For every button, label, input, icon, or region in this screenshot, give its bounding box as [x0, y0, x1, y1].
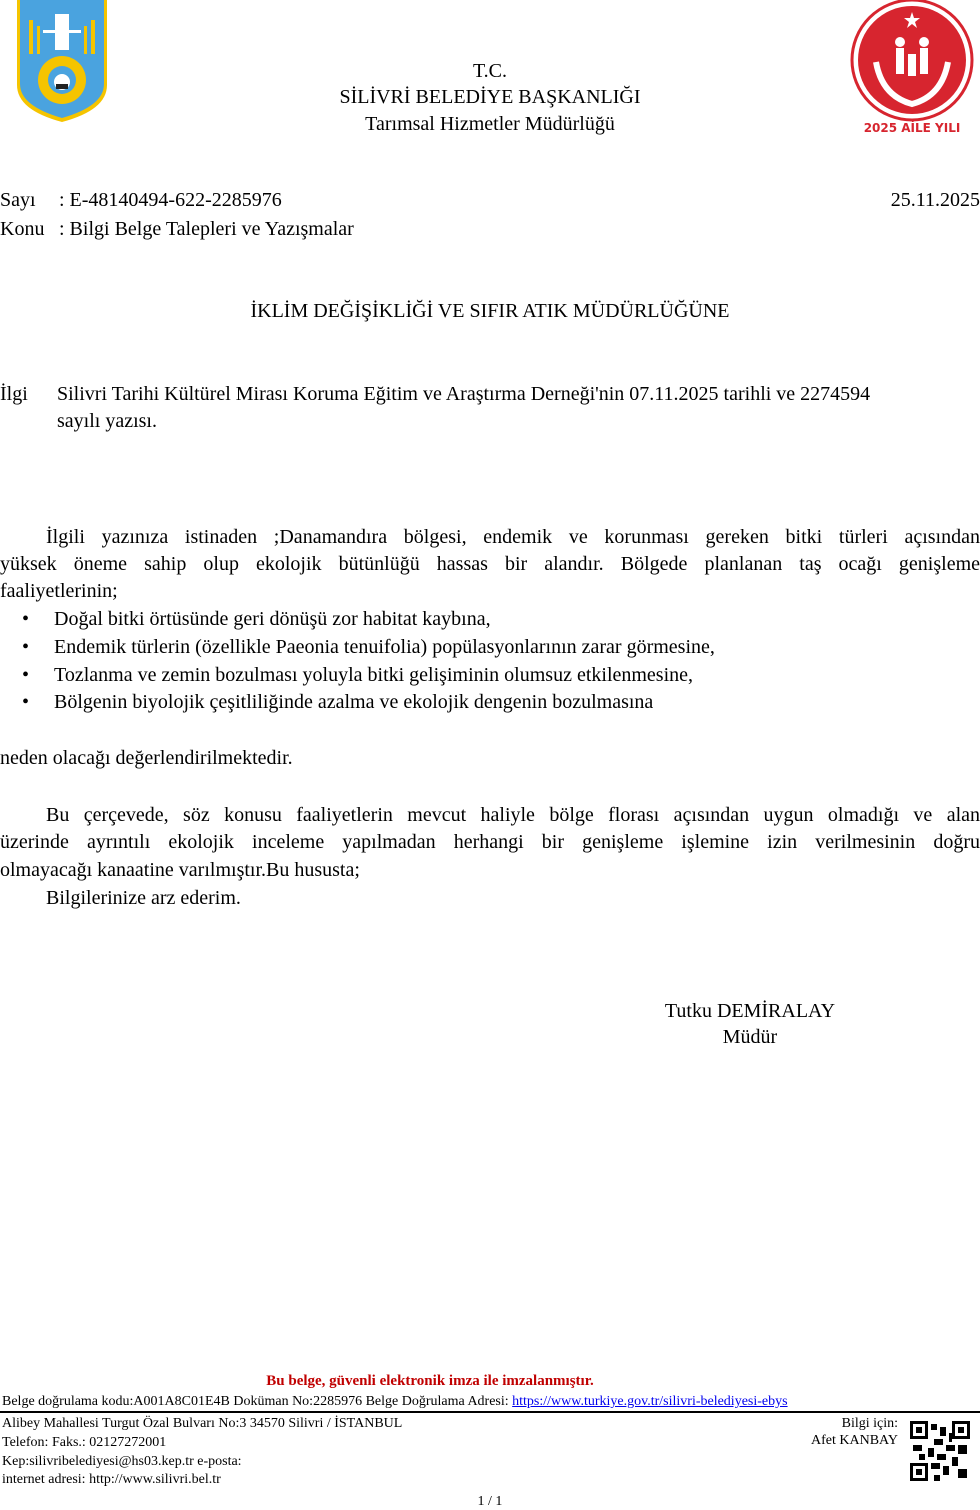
paragraph-line: faaliyetlerinin;	[0, 580, 118, 602]
info-label: Bilgi için:	[841, 1416, 898, 1431]
ilgi-line: Silivri Tarihi Kültürel Mirası Koruma Eğitim ve Araştırma Derneği'nin 07.11.2025 tarihli ve 2274594	[57, 383, 871, 405]
ilgi-label: İlgi	[0, 383, 28, 405]
footer-web: internet adresi: http://www.silivri.bel.tr	[2, 1472, 221, 1487]
recipient: İKLİM DEĞİŞİKLİĞİ VE SIFIR ATIK MÜDÜRLÜĞÜNE	[250, 300, 730, 322]
sayi-label: Sayı	[0, 189, 36, 211]
sayi-value: : E-48140494-622-2285976	[59, 189, 282, 211]
footer-kep: Kep:silivribelediyesi@hs03.kep.tr e-posta:	[2, 1454, 242, 1469]
page-number: 1 / 1	[477, 1494, 503, 1509]
header-tc: T.C.	[472, 60, 508, 82]
bullet-item: Bölgenin biyolojik çeşitliliğinde azalma ve ekolojik dengenin bozulmasına	[54, 691, 654, 713]
signatory-name: Tutku DEMİRALAY	[664, 1000, 836, 1022]
paragraph-line: olmayacağı kanaatine varılmıştır.Bu hususta;	[0, 859, 360, 881]
qr-code	[910, 1420, 970, 1482]
closing-line: Bilgilerinize arz ederim.	[46, 887, 241, 909]
e-signature-notice: Bu belge, güvenli elektronik imza ile imzalanmıştır.	[266, 1373, 594, 1389]
paragraph-line: Bu çerçevede, söz konusu faaliyetlerin mevcut haliyle bölge florası açısından uygun olmadığı ve alan	[46, 804, 980, 826]
ilgi-line: sayılı yazısı.	[57, 410, 157, 432]
footer-divider	[0, 1411, 980, 1413]
bullet-icon: •	[22, 608, 30, 630]
konu-value: : Bilgi Belge Talepleri ve Yazışmalar	[59, 218, 354, 240]
document-date: 25.11.2025	[890, 189, 980, 211]
bullet-item: Tozlanma ve zemin bozulması yoluyla bitki gelişiminin olumsuz etkilenmesine,	[54, 664, 694, 686]
verification-link[interactable]: https://www.turkiye.gov.tr/silivri-belediyesi-ebys	[512, 1394, 788, 1409]
header-department: Tarımsal Hizmetler Müdürlüğü	[365, 113, 615, 135]
bullet-item: Doğal bitki örtüsünde geri dönüşü zor habitat kaybına,	[54, 608, 491, 630]
footer-phone: Telefon: Faks.: 02127272001	[2, 1435, 167, 1450]
paragraph-line: üzerinde ayrıntılı ekolojik inceleme yapılmadan herhangi bir genişleme işlemine izin verilmesinin doğru	[0, 831, 980, 853]
paragraph-line: neden olacağı değerlendirilmektedir.	[0, 747, 293, 769]
header-institution: SİLİVRİ BELEDİYE BAŞKANLIĞI	[339, 86, 641, 108]
paragraph-line: yüksek öneme sahip olup ekolojik bütünlüğü hassas bir alandır. Bölgede planlanan taş ocağı genişleme	[0, 553, 980, 575]
bullet-icon: •	[22, 691, 30, 713]
verification-line	[2, 1393, 788, 1410]
paragraph-line: İlgili yazınıza istinaden ;Danamandıra bölgesi, endemik ve korunması gereken bitki türleri açısından	[46, 526, 980, 548]
bullet-item: Endemik türlerin (özellikle Paeonia tenuifolia) popülasyonlarının zarar görmesine,	[54, 636, 715, 658]
logo-text: 2025 AİLE YILI	[863, 121, 961, 135]
info-name: Afet KANBAY	[811, 1433, 898, 1448]
footer-address: Alibey Mahallesi Turgut Özal Bulvarı No:3 34570 Silivri / İSTANBUL	[2, 1416, 403, 1431]
verification-text: Belge doğrulama kodu:A001A8C01E4B Doküman No:2285976 Belge Doğrulama Adresi:	[2, 1394, 513, 1409]
konu-label: Konu	[0, 218, 45, 240]
bullet-icon: •	[22, 664, 30, 686]
bullet-icon: •	[22, 636, 30, 658]
signatory-title: Müdür	[722, 1026, 778, 1048]
